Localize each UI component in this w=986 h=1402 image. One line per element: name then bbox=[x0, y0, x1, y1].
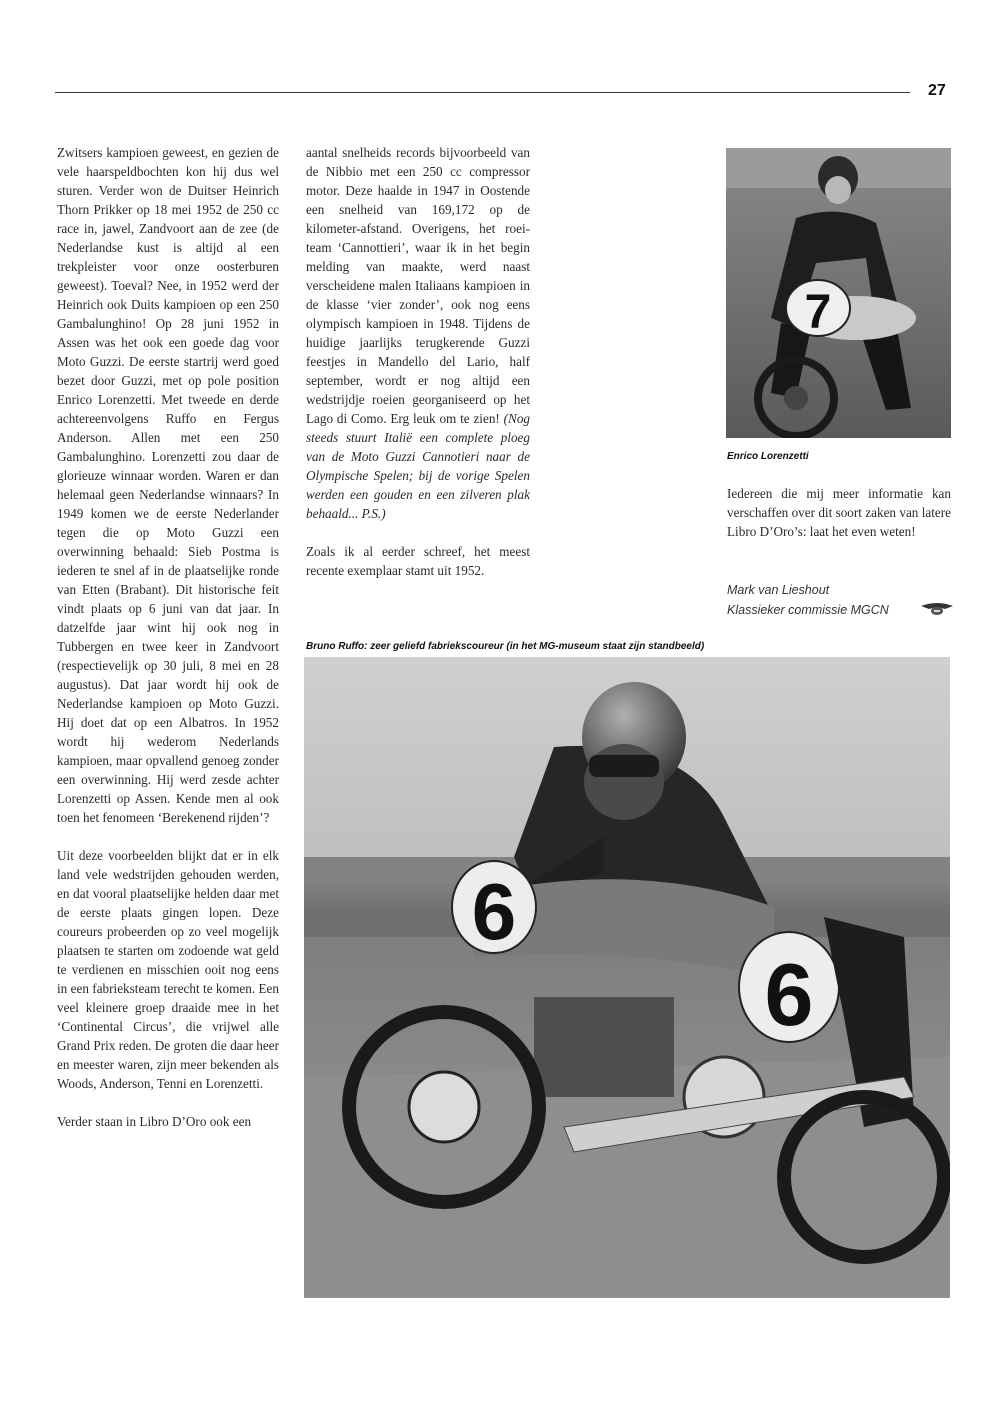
paragraph bbox=[306, 143, 530, 523]
author-name: Mark van Lieshout bbox=[727, 583, 830, 597]
header-rule bbox=[55, 92, 910, 93]
paragraph: Verder staan in Libro D’Oro ook een bbox=[57, 1114, 252, 1129]
paragraph-italic-note: (Nog steeds stuurt Italië een complete ploeg van de Moto Guzzi Cannotieri naar de Olympische Spelen; bij de vorige Spelen werden een gouden en een zilveren plak behaald... P.S.) bbox=[306, 411, 530, 521]
rider-photo-illustration bbox=[726, 148, 951, 438]
paragraph: Zwitsers kampioen geweest, en gezien de vele haarspeldbochten kon hij dus wel sturen. Verder won de Duitser Heinrich Thorn Prikker op 18 mei 1952 de 250 cc race in, jawel, Zandvoort aan de zee (de Nederlandse kust is altijd al een trekpleister voor onze oosterburen geweest). Toeval? Nee, in 1952 werd der Heinrich ook Duits kampioen op een 250 Gambalunghino! Op 28 juni 1952 in Assen was het ook een goede dag voor Moto Guzzi. De eerste startrij werd goed bezet door Guzzi, met op pole position Enrico Lorenzetti. Met tweede en derde achtereenvolgens Ruffo en Fergus Anderson. Allen met een 250 Gambalunghino. Lorenzetti zou daar de glorieuze winnaar worden. Waren er dan helemaal geen Nederlandse winnaars? In 1949 komen we de eerste Nederlander tegen die op Moto Guzzi een overwinning behaald: Sieb Postma is iederen te snel af in de plaatselijke ronde van Etten (Brabant). Dit historische feit vindt plaats op 6 juni van dat jaar. In datzelfde jaar wint hij ook nog in Tubbergen en twee keer in Zandvoort (respectievelijk op 30 juli, 8 mei en 28 augustus). Dat jaar wordt hij ook de Nederlandse kampioen op Moto Guzzi. Hij doet dat op een Albatros. In 1952 wordt hij wederom Nederlands kampioen, maar opvallend genoeg zonder een overwinning. Hij werd zesde achter Lorenzetti op Assen. Kende men al ook toen het fenomeen ‘Berekenend rijden’? bbox=[57, 145, 279, 825]
racing-photo-illustration bbox=[304, 657, 950, 1298]
paragraph-text: aantal snelheids records bijvoorbeeld van de Nibbio met een 250 cc compressor motor. Deze haalde in 1947 in Oostende een snelheid van 169,172 op de kilometer-afstand. Overigens, het roei-team ‘Cannottieri’, waar ik in het begin melding van maakte, werd naast verscheidene malen Italiaans kampioen in de klasse ‘vier zonder’, ook nog eens olympisch kampioen in 1948. Tijdens de huidige jaarlijks terugkerende Guzzi feestjes in Mandello del Lario, half september, wordt er nog altijd een wedstrijdje roeien georganiseerd op het Lago di Como. Erg leuk om te zien! bbox=[306, 145, 530, 426]
photo-enrico-lorenzetti bbox=[726, 148, 951, 438]
photo-caption: Enrico Lorenzetti bbox=[727, 451, 809, 462]
text-column-3 bbox=[727, 484, 951, 560]
paragraph: Iedereen die mij meer informatie kan verschaffen over dit soort zaken van latere Libro D’Oro’s: laat het even weten! bbox=[727, 486, 951, 539]
page-number: 27 bbox=[928, 82, 946, 99]
photo-bruno-ruffo bbox=[304, 657, 950, 1298]
plate-number: 7 bbox=[804, 286, 832, 339]
author-signature bbox=[727, 580, 889, 620]
plate-number-side: 6 bbox=[764, 945, 814, 1044]
text-column-2 bbox=[306, 143, 530, 599]
text-column-1 bbox=[57, 143, 279, 1150]
paragraph: Uit deze voorbeelden blijkt dat er in elk land vele wedstrijden gehouden werden, en dat vooral plaatselijke helden daar met de eerste plaats gingen lopen. Deze coureurs probeerden op zo veel mogelijk plaatsen te starten om zodoende wat geld te verdienen en misschien ooit nog eens in een fabrieksteam terecht te komen. Een veel kleinere groep draaide mee in het ‘Continental Circus’, die vrijwel alle Grand Prix reden. De groten die daar heer en meester waren, zijn meer bekenden als Woods, Anderson, Tenni en Lorenzetti. bbox=[57, 848, 279, 1091]
photo-caption: Bruno Ruffo: zeer geliefd fabriekscoureur (in het MG-museum staat zijn standbeeld) bbox=[306, 641, 705, 652]
plate-number-front: 6 bbox=[471, 867, 517, 956]
paragraph: Zoals ik al eerder schreef, het meest recente exemplaar stamt uit 1952. bbox=[306, 544, 530, 578]
eagle-logo-icon bbox=[920, 600, 954, 618]
author-organization: Klassieker commissie MGCN bbox=[727, 603, 889, 617]
